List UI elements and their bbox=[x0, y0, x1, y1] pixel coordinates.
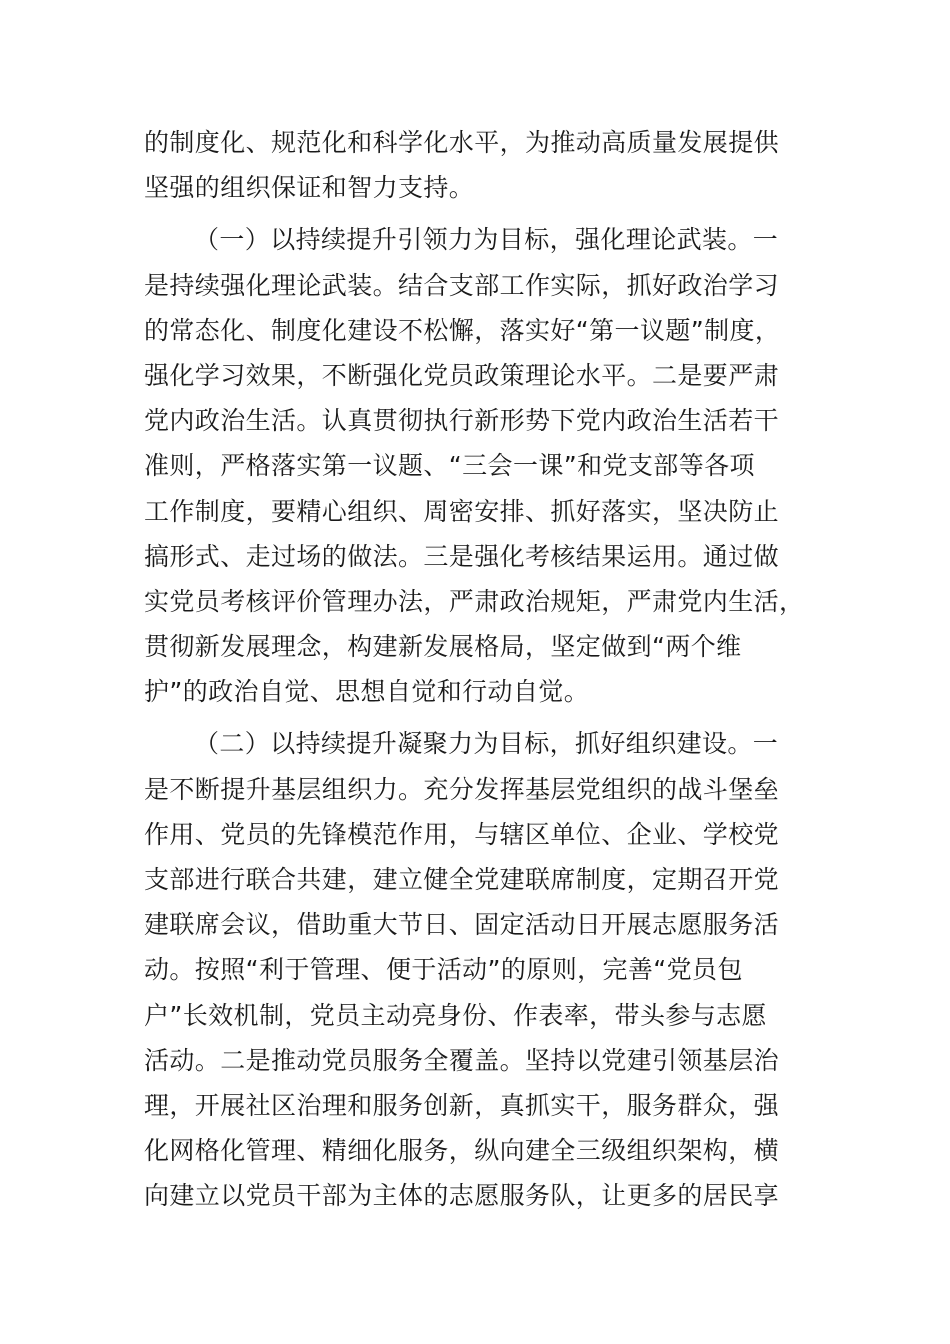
text-line: 动。按照“利于管理、便于活动”的原则，完善“党员包 bbox=[144, 955, 743, 985]
text-line: 的制度化、规范化和科学化水平，为推动高质量发展提供 bbox=[144, 128, 780, 157]
section-heading-line: （一）以持续提升引领力为目标，强化理论武装。一 bbox=[194, 225, 779, 255]
text-line: 坚强的组织保证和智力支持。 bbox=[144, 173, 475, 203]
text-line: 搞形式、走过场的做法。三是强化考核结果运用。通过做 bbox=[144, 541, 780, 571]
text-line: 的常态化、制度化建设不松懈，落实好“第一议题”制度， bbox=[144, 315, 781, 345]
text-line: 活动。二是推动党员服务全覆盖。坚持以党建引领基层治 bbox=[144, 1045, 780, 1075]
body-text bbox=[144, 120, 808, 1219]
text-line: 贯彻新发展理念，构建新发展格局，坚定做到“两个维 bbox=[144, 632, 742, 662]
text-line: 作用、党员的先锋模范作用，与辖区单位、企业、学校党 bbox=[144, 819, 780, 849]
text-line: 护”的政治自觉、思想自觉和行动自觉。 bbox=[144, 677, 590, 707]
text-line: 化网格化管理、精细化服务，纵向建全三级组织架构，横 bbox=[144, 1136, 780, 1166]
text-line: 是不断提升基层组织力。充分发挥基层党组织的战斗堡垒 bbox=[144, 774, 780, 804]
text-line: 工作制度，要精心组织、周密安排、抓好落实，坚决防止 bbox=[144, 496, 780, 526]
text-line: 实党员考核评价管理办法，严肃政治规矩，严肃党内生活， bbox=[144, 586, 805, 616]
text-line: 党内政治生活。认真贯彻执行新形势下党内政治生活若干 bbox=[144, 406, 780, 436]
text-line: 准则，严格落实第一议题、“三会一课”和党支部等各项 bbox=[144, 451, 755, 481]
section-heading-line: （二）以持续提升凝聚力为目标，抓好组织建设。一 bbox=[194, 729, 779, 759]
text-line: 理，开展社区治理和服务创新，真抓实干，服务群众，强 bbox=[144, 1090, 780, 1120]
text-line: 是持续强化理论武装。结合支部工作实际，抓好政治学习 bbox=[144, 270, 780, 300]
text-line: 户”长效机制，党员主动亮身份、作表率，带头参与志愿 bbox=[144, 1000, 767, 1030]
text-line: 向建立以党员干部为主体的志愿服务队，让更多的居民享 bbox=[144, 1181, 780, 1211]
text-line: 支部进行联合共建，建立健全党建联席制度，定期召开党 bbox=[144, 865, 780, 894]
text-line: 建联席会议，借助重大节日、固定活动日开展志愿服务活 bbox=[144, 910, 780, 940]
text-line: 强化学习效果，不断强化党员政策理论水平。二是要严肃 bbox=[144, 360, 780, 390]
